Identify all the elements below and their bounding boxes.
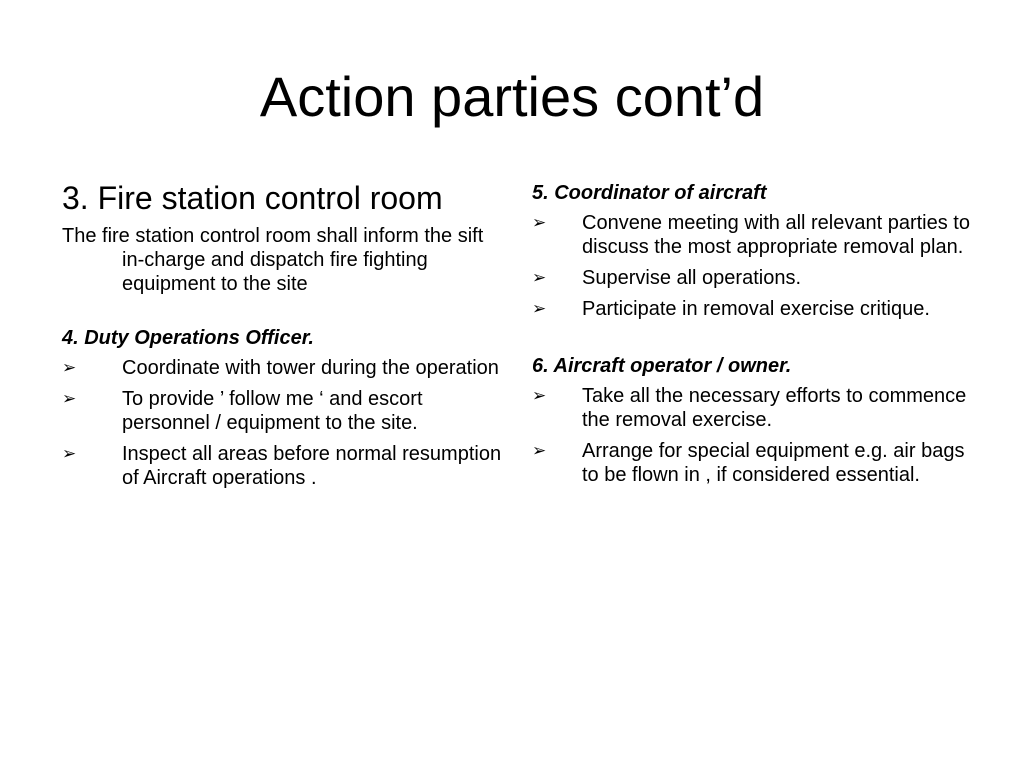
list-item — [62, 387, 502, 435]
arrow-bullet-icon: ➢ — [62, 444, 77, 464]
list-item — [62, 356, 502, 380]
arrow-bullet-icon: ➢ — [532, 268, 547, 288]
arrow-bullet-icon: ➢ — [532, 299, 547, 319]
list-item-text: Supervise all operations. — [582, 267, 802, 289]
list-item — [532, 297, 972, 321]
arrow-bullet-icon: ➢ — [532, 441, 547, 461]
list-item-text: Convene meeting with all relevant parties to discuss the most appropriate removal plan. — [582, 212, 970, 258]
list-item — [532, 439, 972, 487]
arrow-bullet-icon: ➢ — [62, 358, 77, 378]
section-4-bullet-list — [62, 356, 502, 490]
section-4-heading: 4. Duty Operations Officer. — [62, 327, 314, 349]
section-3-body: The fire station control room shall inform the sift in-charge and dispatch fire fighting equipment to the site — [62, 225, 484, 295]
section-5-heading: 5. Coordinator of aircraft — [532, 182, 767, 204]
list-item — [532, 384, 972, 432]
arrow-bullet-icon: ➢ — [62, 389, 77, 409]
section-spacer — [62, 296, 502, 326]
arrow-bullet-icon: ➢ — [532, 386, 547, 406]
list-item-text: Participate in removal exercise critique. — [582, 298, 930, 320]
section-5-bullet-list — [532, 211, 972, 321]
section-6-bullet-list — [532, 384, 972, 487]
arrow-bullet-icon: ➢ — [532, 213, 547, 233]
list-item-text: Arrange for special equipment e.g. air bags to be flown in , if considered essential. — [582, 440, 965, 486]
list-item — [532, 211, 972, 259]
slide-title: Action parties cont’d — [259, 65, 765, 128]
section-spacer — [532, 328, 972, 354]
right-column — [532, 181, 972, 494]
list-item — [62, 442, 502, 490]
list-item — [532, 266, 972, 290]
section-6-heading: 6. Aircraft operator / owner. — [532, 355, 792, 377]
list-item-text: To provide ’ follow me ‘ and escort personnel / equipment to the site. — [122, 388, 423, 434]
list-item-text: Coordinate with tower during the operation — [122, 357, 499, 379]
list-item-text: Take all the necessary efforts to commence the removal exercise. — [582, 385, 967, 431]
section-3-heading: 3. Fire station control room — [62, 180, 443, 216]
left-column — [62, 180, 502, 497]
list-item-text: Inspect all areas before normal resumption of Aircraft operations . — [122, 443, 502, 489]
